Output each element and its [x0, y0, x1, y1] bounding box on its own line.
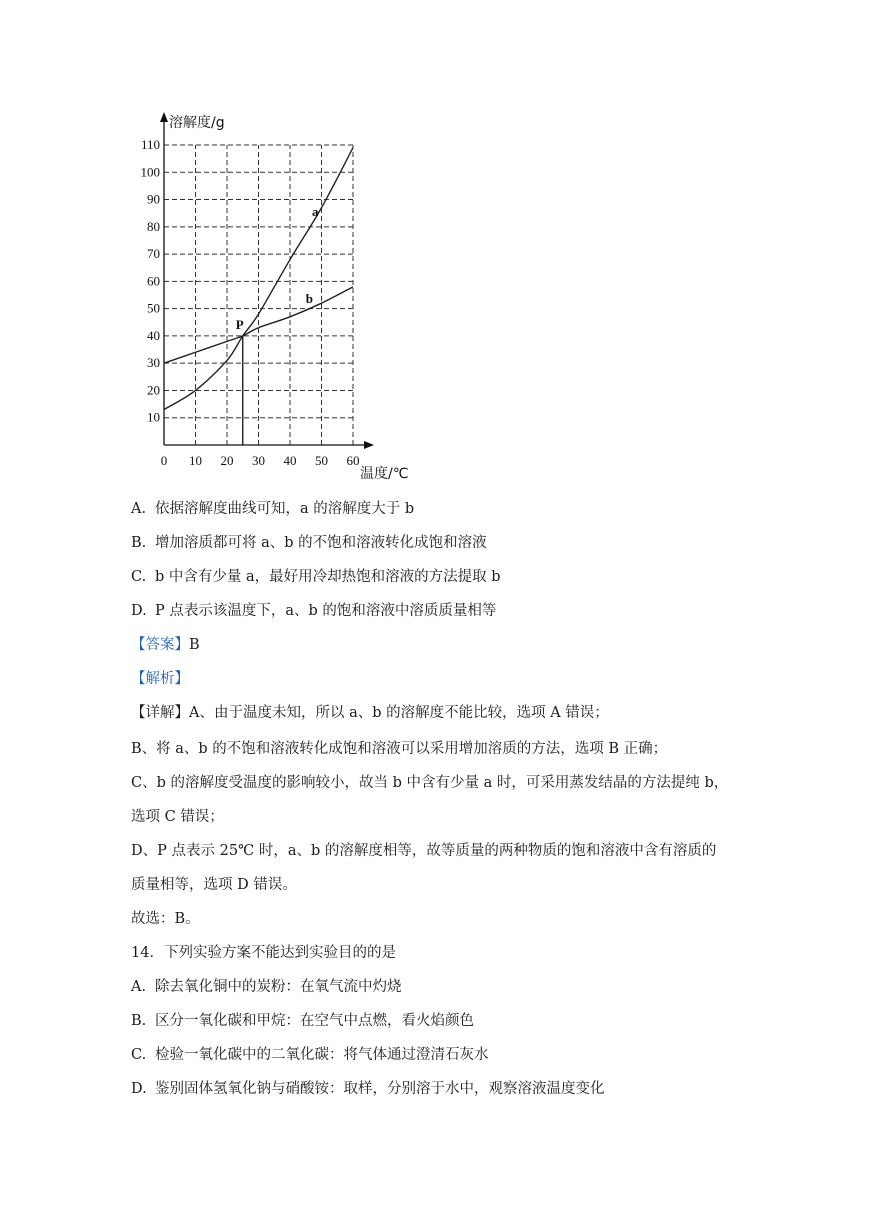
x-tick-label: 10 — [189, 453, 202, 468]
curve-label-a: a — [312, 203, 319, 219]
option-c: C. b 中含有少量 a，最好用冷却热饱和溶液的方法提取 b — [131, 569, 501, 585]
point-p-label: P — [235, 316, 244, 332]
detail-line-4a: D、P 点表示 25℃ 时，a、b 的溶解度相等，故等质量的两种物质的饱和溶液中含有溶质的 — [131, 843, 717, 859]
answer-tag: 【答案】 — [131, 637, 189, 653]
y-axis-arrow — [160, 112, 168, 122]
x-tick-label: 40 — [283, 453, 297, 468]
y-tick-label: 100 — [140, 164, 160, 180]
x-axis-arrow — [364, 441, 374, 449]
chart-labels — [169, 114, 408, 482]
option-a: A. 依据溶解度曲线可知，a 的溶解度大于 b — [131, 501, 415, 517]
question-14: 14．下列实验方案不能达到实验目的的是 — [131, 945, 396, 961]
q14-option-b: B. 区分一氧化碳和甲烷：在空气中点燃，看火焰颜色 — [131, 1013, 474, 1029]
y-tick-label: 30 — [147, 355, 160, 371]
detail-line-3a: C、b 的溶解度受温度的影响较小，故当 b 中含有少量 a 时，可采用蒸发结晶的方法提纯 b， — [131, 775, 729, 791]
chart-grid — [164, 145, 353, 445]
chart-axes — [160, 112, 374, 449]
y-tick-label: 20 — [147, 382, 160, 398]
answer-value: B — [189, 637, 200, 653]
detail-line-2: B、将 a、b 的不饱和溶液转化成饱和溶液可以采用增加溶质的方法，选项 B 正确； — [131, 741, 668, 757]
analysis-tag: 【解析】 — [131, 671, 189, 687]
x-tick-label: 20 — [220, 453, 234, 468]
x-axis-label: 温度/℃ — [360, 466, 409, 482]
y-tick-label: 50 — [147, 300, 160, 316]
y-tick-label: 10 — [147, 409, 160, 425]
answer-line — [131, 635, 200, 655]
q14-option-c: C. 检验一氧化碳中的二氧化碳：将气体通过澄清石灰水 — [131, 1047, 489, 1063]
x-tick-label: 50 — [315, 453, 328, 468]
detail-line-1: 【详解】A、由于温度未知，所以 a、b 的溶解度不能比较，选项 A 错误； — [131, 705, 609, 721]
y-tick-label: 70 — [147, 246, 160, 262]
detail-line-3b: 选项 C 错误； — [131, 809, 224, 825]
y-tick-label: 80 — [147, 218, 160, 234]
option-d: D. P 点表示该温度下，a、b 的饱和溶液中溶质质量相等 — [131, 603, 497, 619]
y-axis-label: 溶解度/g — [169, 115, 225, 131]
y-tick-label: 60 — [147, 273, 160, 289]
y-tick-label: 110 — [140, 137, 160, 152]
conclusion: 故选：B。 — [131, 911, 200, 927]
detail-line-4b: 质量相等，选项 D 错误。 — [131, 877, 297, 893]
analysis-line — [131, 669, 189, 689]
y-tick-label: 40 — [147, 327, 160, 343]
detail-tag: 【详解】 — [131, 705, 189, 721]
solubility-chart — [120, 100, 430, 490]
curve-label-b: b — [305, 291, 313, 307]
y-tick-label: 90 — [147, 191, 160, 207]
x-tick-label: 30 — [252, 453, 265, 468]
chart-ticks — [141, 137, 360, 468]
option-b: B. 增加溶质都可将 a、b 的不饱和溶液转化成饱和溶液 — [131, 535, 487, 551]
x-tick-label: 60 — [346, 453, 360, 468]
q14-option-a: A. 除去氧化铜中的炭粉：在氧气流中灼烧 — [131, 979, 402, 995]
q14-option-d: D. 鉴别固体氢氧化钠与硝酸铵：取样，分别溶于水中，观察溶液温度变化 — [131, 1081, 605, 1097]
x-tick-label: 0 — [160, 453, 168, 468]
